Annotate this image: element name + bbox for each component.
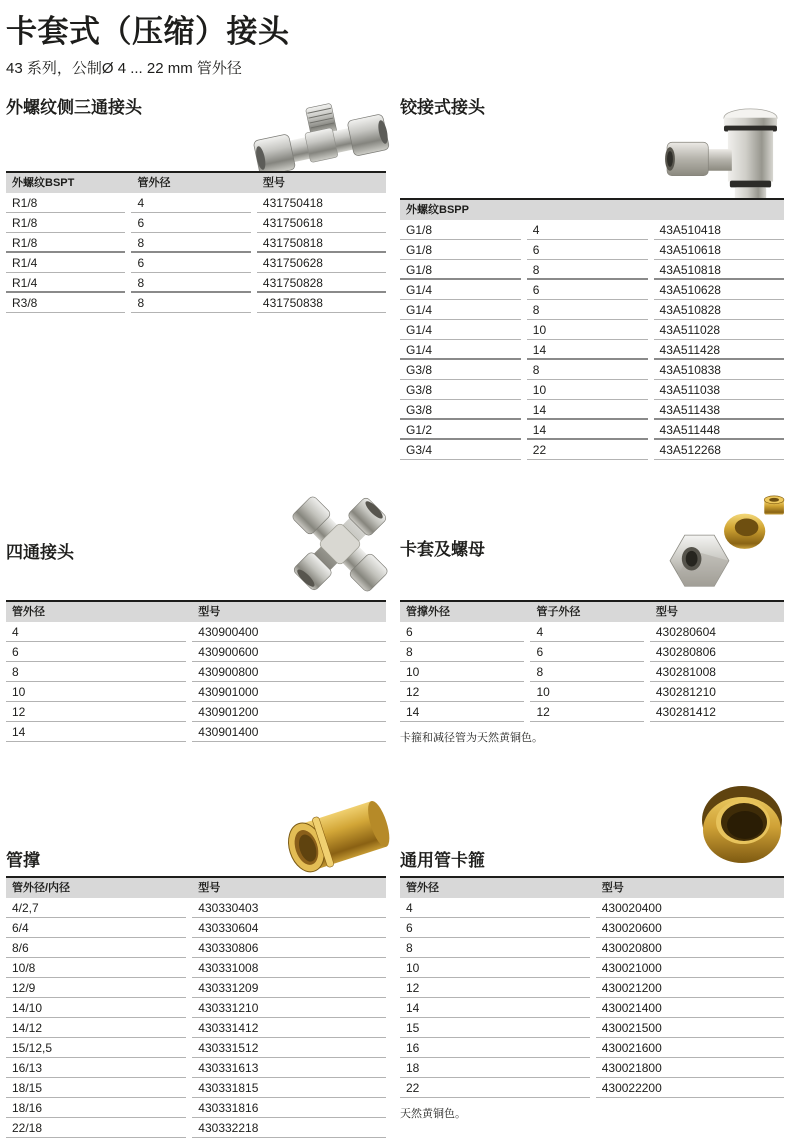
parts-table [400, 198, 784, 460]
table-cell: 6 [530, 642, 649, 662]
column-header: 管子外径 [530, 600, 649, 622]
section-title: 卡套及螺母 [400, 540, 485, 559]
table-row [6, 978, 386, 998]
table-cell: 430281412 [650, 702, 784, 722]
table-cell: G3/8 [400, 380, 527, 400]
table-cell: 430901200 [192, 702, 386, 722]
section-universal-sleeve [400, 778, 784, 1138]
table-row [6, 193, 386, 213]
table-cell: 14 [527, 400, 654, 420]
table-cell: 8 [131, 293, 256, 313]
table-row [6, 253, 386, 273]
table-cell: 4 [527, 220, 654, 240]
table-cell: 430281008 [650, 662, 784, 682]
table-row [400, 642, 784, 662]
table-cell: 431750828 [257, 273, 386, 293]
table-row [6, 958, 386, 978]
tube-support-icon [278, 788, 392, 882]
table-cell: 43A510618 [654, 240, 784, 260]
table-row [6, 682, 386, 702]
table-cell: 430020800 [596, 938, 784, 958]
table-cell: 430280806 [650, 642, 784, 662]
table-cell: 4 [6, 622, 192, 642]
banjo-fitting-icon [658, 103, 788, 211]
table-cell: 8 [527, 300, 654, 320]
table-cell: 43A510418 [654, 220, 784, 240]
table-cell: 6 [131, 213, 256, 233]
table-cell: 18/15 [6, 1078, 192, 1098]
table-cell: 10 [530, 682, 649, 702]
table-cell: 10 [527, 320, 654, 340]
table-cell: 22/18 [6, 1118, 192, 1138]
table-cell: 430330806 [192, 938, 386, 958]
table-cell: 8 [131, 273, 256, 293]
table-cell: 43A511448 [654, 420, 784, 440]
table-cell: 22 [400, 1078, 596, 1098]
table-cell: 43A511428 [654, 340, 784, 360]
table-footnote: 天然黄铜色。 [400, 1108, 466, 1120]
table-cell: 16 [400, 1038, 596, 1058]
parts-table [400, 876, 784, 1121]
table-row [400, 320, 784, 340]
table-cell: 430281210 [650, 682, 784, 702]
table-row [6, 273, 386, 293]
tube-support-photo [278, 788, 392, 882]
table-row [400, 1058, 784, 1078]
table-cell: 10 [527, 380, 654, 400]
table-cell: G1/4 [400, 300, 527, 320]
section-tube-support [6, 788, 386, 1138]
table-row [6, 662, 386, 682]
column-header [527, 198, 654, 220]
table-cell: 430331209 [192, 978, 386, 998]
table-row [6, 233, 386, 253]
table-row [6, 722, 386, 742]
table-cell: G1/4 [400, 320, 527, 340]
universal-sleeve-photo [696, 778, 788, 872]
table-cell: R3/8 [6, 293, 131, 313]
table-row [6, 918, 386, 938]
table-cell: 14 [400, 998, 596, 1018]
column-header: 外螺纹BSPP [400, 198, 527, 220]
cross-fitting-icon [282, 490, 398, 598]
table-row [400, 682, 784, 702]
table-cell: 6 [400, 622, 530, 642]
page-subtitle: 43 系列，公制Ø 4 ... 22 mm 管外径 [6, 60, 242, 77]
column-header: 型号 [192, 600, 386, 622]
table-cell: 43A510838 [654, 360, 784, 380]
table-header-row [400, 876, 784, 898]
table-cell: 8 [400, 642, 530, 662]
table-cell: 430331210 [192, 998, 386, 1018]
table-cell: 6 [527, 280, 654, 300]
table-row [400, 998, 784, 1018]
table-cell: 430021800 [596, 1058, 784, 1078]
table-cell: 12 [530, 702, 649, 722]
table-cell: 430330604 [192, 918, 386, 938]
table-cell: 430020600 [596, 918, 784, 938]
table-row [400, 400, 784, 420]
table-cell: 14/12 [6, 1018, 192, 1038]
table-row [400, 440, 784, 460]
column-header [654, 198, 784, 220]
table-row [400, 938, 784, 958]
table-cell: 430331815 [192, 1078, 386, 1098]
column-header: 管外径 [131, 171, 256, 193]
section-cross-fitting [6, 490, 386, 740]
table-header-row [400, 600, 784, 622]
table-cell: 18 [400, 1058, 596, 1078]
table-row [6, 1098, 386, 1118]
table-cell: 431750818 [257, 233, 386, 253]
table-row [400, 958, 784, 978]
table-cell: 430900600 [192, 642, 386, 662]
sleeve-and-nut-icon [663, 490, 788, 598]
table-cell: R1/8 [6, 233, 131, 253]
table-row [6, 1018, 386, 1038]
column-header: 型号 [257, 171, 386, 193]
table-cell: 10/8 [6, 958, 192, 978]
table-cell: 431750628 [257, 253, 386, 273]
table-cell: 4/2,7 [6, 898, 192, 918]
table-cell: G1/4 [400, 340, 527, 360]
section-title: 铰接式接头 [400, 98, 485, 117]
table-cell: 15/12,5 [6, 1038, 192, 1058]
table-row [400, 420, 784, 440]
table-header-row [6, 171, 386, 193]
table-cell: 8 [527, 260, 654, 280]
table-row [400, 918, 784, 938]
table-cell: 430901000 [192, 682, 386, 702]
column-header: 型号 [192, 876, 386, 898]
table-cell: 8 [131, 233, 256, 253]
table-cell: 430331613 [192, 1058, 386, 1078]
table-cell: 431750838 [257, 293, 386, 313]
table-cell: 43A510628 [654, 280, 784, 300]
table-cell: 430331816 [192, 1098, 386, 1118]
table-cell: G1/2 [400, 420, 527, 440]
section-title: 四通接头 [6, 543, 74, 562]
table-row [400, 1018, 784, 1038]
table-cell: R1/8 [6, 213, 131, 233]
table-row [6, 1078, 386, 1098]
column-header: 外螺纹BSPT [6, 171, 131, 193]
column-header: 管外径/内径 [6, 876, 192, 898]
table-cell: 14 [527, 340, 654, 360]
table-cell: 8 [530, 662, 649, 682]
section-banjo-fitting [400, 93, 784, 458]
table-row [6, 998, 386, 1018]
table-row [6, 898, 386, 918]
table-cell: 430021600 [596, 1038, 784, 1058]
table-cell: R1/8 [6, 193, 131, 213]
table-header-row [6, 876, 386, 898]
table-cell: 430021500 [596, 1018, 784, 1038]
table-cell: R1/4 [6, 253, 131, 273]
table-cell: 4 [400, 898, 596, 918]
table-header-row [400, 198, 784, 220]
table-cell: 430332218 [192, 1118, 386, 1138]
table-cell: 43A510828 [654, 300, 784, 320]
table-cell: 430021200 [596, 978, 784, 998]
table-row [400, 622, 784, 642]
section-title: 管撑 [6, 851, 40, 870]
table-cell: G1/8 [400, 240, 527, 260]
table-cell: 18/16 [6, 1098, 192, 1118]
parts-table [6, 600, 386, 742]
table-row [6, 1038, 386, 1058]
parts-table [400, 600, 784, 745]
table-cell: 10 [400, 662, 530, 682]
page-title: 卡套式（压缩）接头 [6, 14, 290, 49]
table-row [400, 1078, 784, 1098]
data-table [400, 198, 784, 460]
page-header [6, 6, 290, 78]
table-cell: 430022200 [596, 1078, 784, 1098]
table-cell: 12 [400, 978, 596, 998]
table-cell: 10 [6, 682, 192, 702]
table-cell: 430330403 [192, 898, 386, 918]
table-cell: 430331512 [192, 1038, 386, 1058]
table-row [400, 360, 784, 380]
table-row [400, 260, 784, 280]
table-row [400, 280, 784, 300]
parts-table [6, 171, 386, 313]
sleeve-and-nut-photo [663, 490, 788, 598]
table-row [400, 898, 784, 918]
table-cell: 430280604 [650, 622, 784, 642]
table-row [400, 380, 784, 400]
column-header: 管撑外径 [400, 600, 530, 622]
table-cell: 430020400 [596, 898, 784, 918]
table-cell: 12 [6, 702, 192, 722]
table-row [6, 938, 386, 958]
table-row [6, 213, 386, 233]
parts-table [6, 876, 386, 1138]
table-cell: 8 [527, 360, 654, 380]
table-row [6, 1118, 386, 1138]
table-row [6, 702, 386, 722]
column-header: 型号 [650, 600, 784, 622]
table-cell: 22 [527, 440, 654, 460]
table-cell: 6/4 [6, 918, 192, 938]
section-title: 通用管卡箍 [400, 851, 485, 870]
table-row [400, 220, 784, 240]
table-row [6, 642, 386, 662]
table-cell: 15 [400, 1018, 596, 1038]
table-cell: 43A512268 [654, 440, 784, 460]
data-table [6, 171, 386, 313]
table-cell: 4 [530, 622, 649, 642]
table-cell: 430021400 [596, 998, 784, 1018]
table-row [400, 702, 784, 722]
table-row [400, 240, 784, 260]
table-cell: 16/13 [6, 1058, 192, 1078]
table-footnote: 卡箍和减径管为天然黄铜色。 [400, 732, 543, 744]
table-cell: 43A511038 [654, 380, 784, 400]
universal-sleeve-icon [696, 778, 788, 872]
table-cell: 8 [400, 938, 596, 958]
table-row [400, 978, 784, 998]
table-cell: 8 [6, 662, 192, 682]
table-cell: 431750618 [257, 213, 386, 233]
table-cell: G1/4 [400, 280, 527, 300]
table-cell: 12 [400, 682, 530, 702]
table-cell: 431750418 [257, 193, 386, 213]
table-cell: 14 [400, 702, 530, 722]
data-table [6, 600, 386, 742]
data-table [400, 876, 784, 1098]
table-cell: 6 [400, 918, 596, 938]
table-cell: G1/8 [400, 260, 527, 280]
table-row [6, 293, 386, 313]
table-cell: 14/10 [6, 998, 192, 1018]
table-row [400, 300, 784, 320]
section-sleeve-and-nut [400, 490, 784, 744]
table-row [400, 340, 784, 360]
table-row [400, 662, 784, 682]
table-cell: 43A511028 [654, 320, 784, 340]
table-cell: 430331412 [192, 1018, 386, 1038]
column-header: 管外径 [6, 600, 192, 622]
data-table [6, 876, 386, 1138]
table-cell: 43A511438 [654, 400, 784, 420]
section-title: 外螺纹侧三通接头 [6, 98, 142, 117]
table-cell: G3/8 [400, 400, 527, 420]
table-cell: 6 [131, 253, 256, 273]
table-row [400, 1038, 784, 1058]
table-cell: 6 [6, 642, 192, 662]
table-cell: G1/8 [400, 220, 527, 240]
table-cell: 430900400 [192, 622, 386, 642]
section-side-tee-fitting [6, 93, 386, 393]
data-table [400, 600, 784, 722]
table-cell: 4 [131, 193, 256, 213]
column-header: 型号 [596, 876, 784, 898]
table-cell: R1/4 [6, 273, 131, 293]
banjo-fitting-photo [658, 103, 788, 211]
table-cell: 43A510818 [654, 260, 784, 280]
column-header: 管外径 [400, 876, 596, 898]
table-cell: 10 [400, 958, 596, 978]
table-cell: 430900800 [192, 662, 386, 682]
table-header-row [6, 600, 386, 622]
table-cell: 14 [6, 722, 192, 742]
table-cell: G3/8 [400, 360, 527, 380]
table-cell: 6 [527, 240, 654, 260]
table-cell: 430331008 [192, 958, 386, 978]
table-row [6, 1058, 386, 1078]
table-cell: 430901400 [192, 722, 386, 742]
table-cell: 430021000 [596, 958, 784, 978]
table-row [6, 622, 386, 642]
table-cell: 8/6 [6, 938, 192, 958]
table-cell: 12/9 [6, 978, 192, 998]
table-cell: G3/4 [400, 440, 527, 460]
table-cell: 14 [527, 420, 654, 440]
cross-fitting-photo [282, 490, 398, 598]
